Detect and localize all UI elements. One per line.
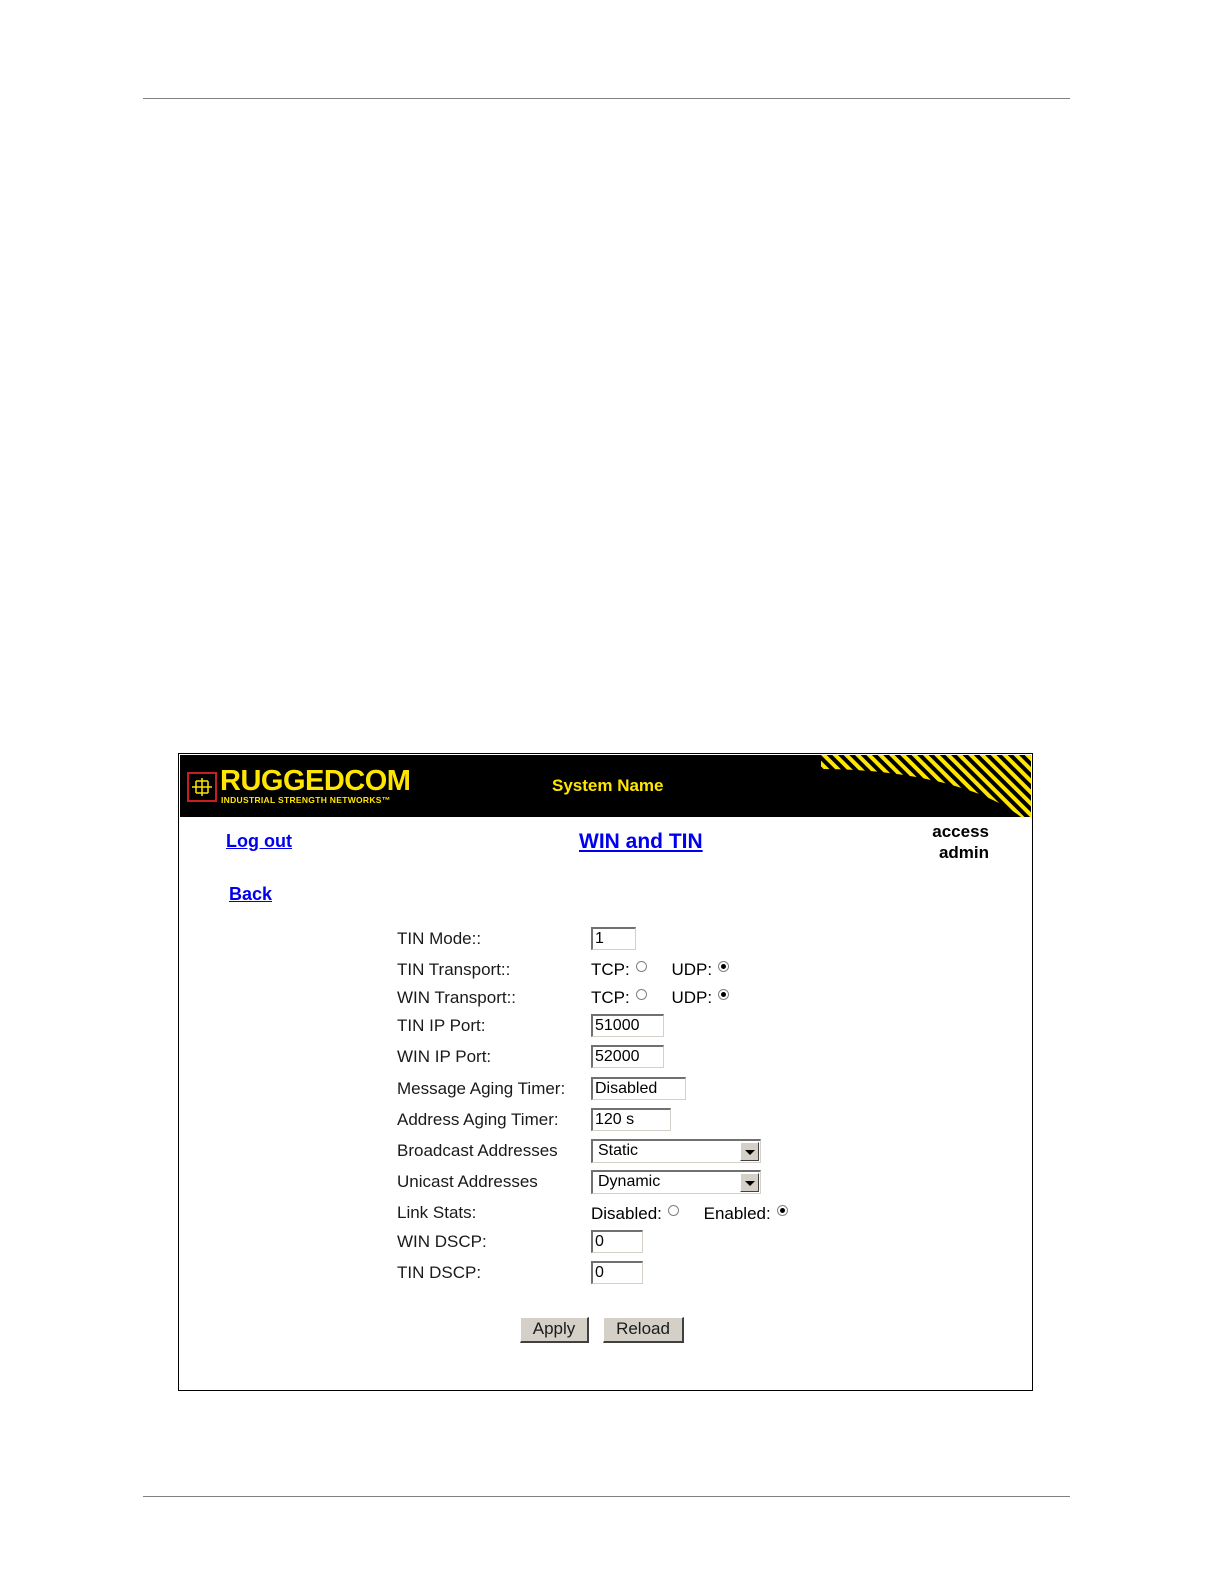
unicast-addresses-label: Unicast Addresses — [397, 1172, 538, 1191]
win-transport-udp-radio[interactable] — [718, 989, 729, 1000]
reload-button[interactable]: Reload — [603, 1317, 684, 1343]
win-transport-options — [591, 988, 729, 1008]
win-dscp-input[interactable]: 0 — [591, 1230, 643, 1253]
tin-transport-udp-radio[interactable] — [718, 961, 729, 972]
tin-dscp-input[interactable]: 0 — [591, 1261, 643, 1284]
tin-dscp-label: TIN DSCP: — [397, 1263, 482, 1282]
tin-transport-tcp-label: TCP: — [591, 960, 630, 979]
tin-transport-options — [591, 960, 729, 980]
chevron-down-icon[interactable] — [740, 1142, 759, 1161]
win-ip-port-label: WIN IP Port: — [397, 1047, 492, 1066]
link-stats-enabled-radio[interactable] — [777, 1205, 788, 1216]
system-name: System Name — [552, 776, 664, 795]
win-transport-tcp-label: TCP: — [591, 988, 630, 1007]
win-transport-udp-label: UDP: — [671, 988, 713, 1007]
brand-name: RUGGEDCOM — [220, 765, 411, 797]
link-stats-enabled-label: Enabled: — [703, 1204, 771, 1223]
back-link[interactable]: Back — [229, 884, 273, 904]
tin-mode-input[interactable]: 1 — [591, 927, 636, 950]
unicast-addresses-select[interactable] — [591, 1170, 761, 1194]
message-aging-timer-input[interactable]: Disabled — [591, 1077, 686, 1100]
access-label: access — [932, 822, 989, 841]
link-stats-disabled-radio[interactable] — [668, 1205, 679, 1216]
message-aging-timer-label: Message Aging Timer: — [397, 1079, 566, 1098]
tin-mode-label: TIN Mode:: — [397, 929, 482, 948]
link-stats-options — [591, 1204, 788, 1224]
address-aging-timer-label: Address Aging Timer: — [397, 1110, 559, 1129]
page-bottom-rule — [143, 1496, 1070, 1497]
header-banner — [180, 755, 1031, 817]
broadcast-addresses-label: Broadcast Addresses — [397, 1141, 558, 1160]
unicast-addresses-value: Dynamic — [598, 1173, 661, 1190]
win-dscp-label: WIN DSCP: — [397, 1232, 487, 1251]
win-transport-tcp-radio[interactable] — [636, 989, 647, 1000]
logout-link[interactable]: Log out — [226, 831, 292, 851]
page-title[interactable]: WIN and TIN — [579, 830, 703, 853]
ruggedcom-logo-icon — [187, 772, 217, 802]
link-stats-disabled-label: Disabled: — [591, 1204, 662, 1223]
tin-transport-label: TIN Transport:: — [397, 960, 511, 979]
screenshot-frame — [178, 753, 1033, 1391]
win-transport-label: WIN Transport:: — [397, 988, 517, 1007]
win-ip-port-input[interactable]: 52000 — [591, 1045, 664, 1068]
address-aging-timer-input[interactable]: 120 s — [591, 1108, 671, 1131]
page-top-rule — [143, 98, 1070, 99]
tin-ip-port-input[interactable]: 51000 — [591, 1014, 664, 1037]
apply-button[interactable]: Apply — [520, 1317, 589, 1343]
chevron-down-icon[interactable] — [740, 1173, 759, 1192]
header-stripes-decoration — [821, 755, 1031, 817]
tin-transport-tcp-radio[interactable] — [636, 961, 647, 972]
access-info — [914, 821, 989, 863]
brand-tagline: INDUSTRIAL STRENGTH NETWORKS™ — [221, 795, 391, 805]
tin-transport-udp-label: UDP: — [671, 960, 713, 979]
link-stats-label: Link Stats: — [397, 1203, 477, 1222]
broadcast-addresses-value: Static — [598, 1142, 639, 1159]
tin-ip-port-label: TIN IP Port: — [397, 1016, 486, 1035]
broadcast-addresses-select[interactable] — [591, 1139, 761, 1163]
access-level: admin — [938, 843, 989, 862]
